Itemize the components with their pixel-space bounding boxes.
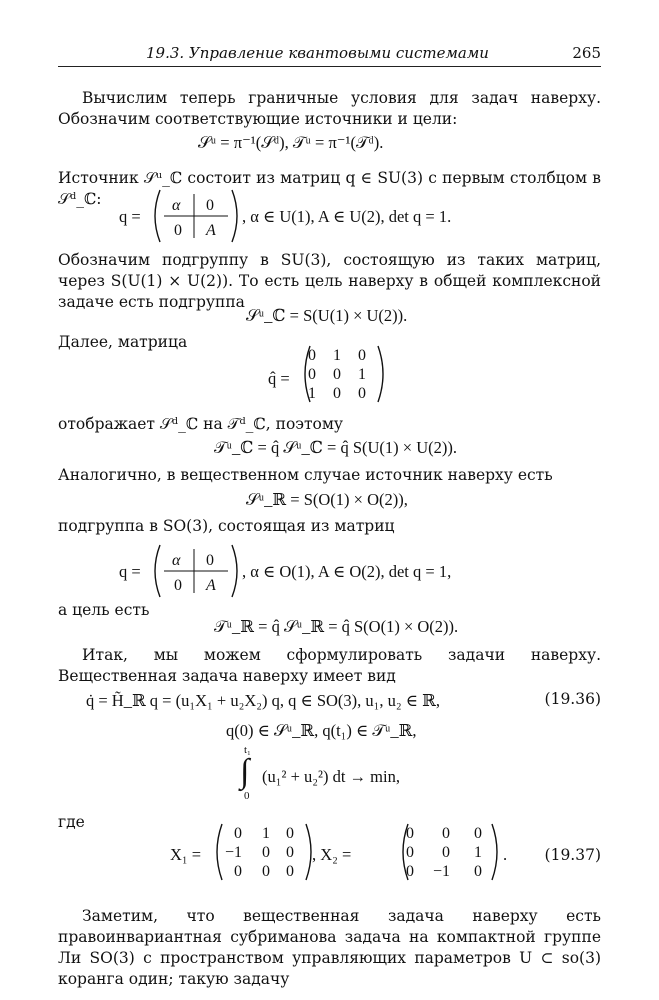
- paragraph-conclusion: Заметим, что вещественная задача наверху есть правоинвариантная субриманова задача на компактной группе Ли SO(3) с пространством управляющих параметров U ⊂ so(3) коранга один; такую задачу: [58, 907, 601, 988]
- matrix-A: A: [206, 222, 216, 239]
- matrix-entry: 0: [333, 366, 341, 383]
- equation-real-source: 𝒮ᵘ_ℝ = S(O(1) × O(2)),: [246, 490, 408, 509]
- paragraph-subgroup: Обозначим подгруппу в SU(3), состоящую из таких матриц, через S(U(1) × U(2)). То есть цель наверху в общей комплексной задаче есть подгруппа: [58, 251, 601, 311]
- matrix-alpha: α: [172, 552, 181, 569]
- matrix-entry: 0: [286, 844, 294, 861]
- matrix-entry: 0: [286, 825, 294, 842]
- section-title: 19.3. Управление квантовыми системами: [146, 44, 489, 62]
- equation-real-target: 𝒯ᵘ_ℝ = q̂ 𝒮ᵘ_ℝ = q̂ S(O(1) × O(2)).: [214, 617, 459, 636]
- equation-q-conditions: , α ∈ U(1), A ∈ U(2), det q = 1.: [242, 207, 452, 226]
- integral-upper-limit: t₁: [244, 744, 251, 756]
- paragraph-source: Источник 𝒮ᵘ_ℂ состоит из матриц q ∈ SU(3) с первым столбцом в 𝒮ᵈ_ℂ:: [58, 169, 601, 208]
- paragraph-real-source: Аналогично, в вещественном случае источник наверху есть: [58, 466, 553, 484]
- matrix-zero-top: 0: [206, 197, 214, 214]
- equation-dynamics: q̇ = H̃_ℝ q = (u₁X₁ + u₂X₂) q, q ∈ SO(3), u₁, u₂ ∈ ℝ,: [86, 691, 440, 710]
- X2-matrix: [398, 822, 502, 882]
- matrix-alpha: α: [172, 197, 181, 214]
- integral-sign: ∫: [240, 753, 250, 790]
- matrix-A: A: [206, 577, 216, 594]
- matrix-entry: 0: [234, 825, 242, 842]
- paragraph-formulate: Итак, мы можем сформулировать задачи наверху. Вещественная задача наверху имеет вид: [58, 646, 601, 685]
- matrix-entry: −1: [224, 844, 242, 861]
- matrix-entry: 0: [308, 366, 316, 383]
- matrix-entry: 1: [474, 844, 482, 861]
- matrix-entry: 0: [406, 825, 414, 842]
- matrix-entry: 0: [234, 863, 242, 880]
- paragraph-so3: подгруппа в SO(3), состоящая из матриц: [58, 517, 395, 535]
- matrix-entry: 0: [358, 385, 366, 402]
- equation-X-end: .: [503, 845, 508, 864]
- matrix-entry: 0: [442, 844, 450, 861]
- block-matrix-q-real: [150, 543, 242, 599]
- matrix-entry: 0: [406, 844, 414, 861]
- paragraph-where: где: [58, 813, 85, 831]
- equation-q-prefix: q =: [119, 207, 141, 226]
- equation-source-target: 𝒮ᵘ = π⁻¹(𝒮ᵈ), 𝒯ᵘ = π⁻¹(𝒯ᵈ).: [198, 133, 384, 152]
- paragraph-matrix: Далее, матрица: [58, 333, 188, 351]
- paragraph-real-target: а цель есть: [58, 601, 150, 619]
- matrix-entry: 0: [474, 825, 482, 842]
- equation-complex-target-map: 𝒯ᵘ_ℂ = q̂ 𝒮ᵘ_ℂ = q̂ S(U(1) × U(2)).: [214, 438, 458, 457]
- matrix-entry: 0: [262, 863, 270, 880]
- page-number: 265: [572, 44, 601, 62]
- equation-q-real-conditions: , α ∈ O(1), A ∈ O(2), det q = 1,: [242, 562, 452, 581]
- equation-boundary: q(0) ∈ 𝒮ᵘ_ℝ, q(t₁) ∈ 𝒯ᵘ_ℝ,: [226, 721, 417, 740]
- running-header: [58, 42, 601, 66]
- matrix-entry: 0: [474, 863, 482, 880]
- equation-complex-target: 𝒮ᵘ_ℂ = S(U(1) × U(2)).: [246, 306, 408, 325]
- matrix-entry: 1: [308, 385, 316, 402]
- paragraph-maps: отображает 𝒮ᵈ_ℂ на 𝒯ᵈ_ℂ, поэтому: [58, 415, 344, 433]
- equation-X2-label: , X₂ =: [312, 845, 352, 864]
- matrix-entry: 1: [358, 366, 366, 383]
- matrix-entry: 0: [358, 347, 366, 364]
- equation-cost: (u₁² + u₂²) dt → min,: [262, 767, 400, 786]
- paragraph-intro: Вычислим теперь граничные условия для задач наверху. Обозначим соответствующие источники и цели:: [58, 89, 601, 128]
- matrix-entry: 0: [333, 385, 341, 402]
- matrix-entry: 1: [333, 347, 341, 364]
- integral-lower-limit: 0: [244, 790, 250, 802]
- matrix-entry: 1: [262, 825, 270, 842]
- equation-number-19-36: (19.36): [544, 690, 601, 708]
- equation-qhat-prefix: q̂ =: [268, 369, 290, 388]
- matrix-entry: −1: [432, 863, 450, 880]
- matrix-entry: 0: [286, 863, 294, 880]
- matrix-zero-bottom: 0: [174, 577, 182, 594]
- matrix-entry: 0: [442, 825, 450, 842]
- X1-matrix: [212, 822, 316, 882]
- qhat-matrix: [302, 344, 386, 404]
- matrix-entry: 0: [406, 863, 414, 880]
- matrix-entry: 0: [262, 844, 270, 861]
- block-matrix-q: [150, 188, 242, 244]
- header-rule: [58, 66, 601, 67]
- matrix-zero-bottom: 0: [174, 222, 182, 239]
- matrix-zero-top: 0: [206, 552, 214, 569]
- equation-q-real-prefix: q =: [119, 562, 141, 581]
- equation-number-19-37: (19.37): [544, 846, 601, 864]
- matrix-entry: 0: [308, 347, 316, 364]
- equation-X1-label: X₁ =: [170, 845, 202, 864]
